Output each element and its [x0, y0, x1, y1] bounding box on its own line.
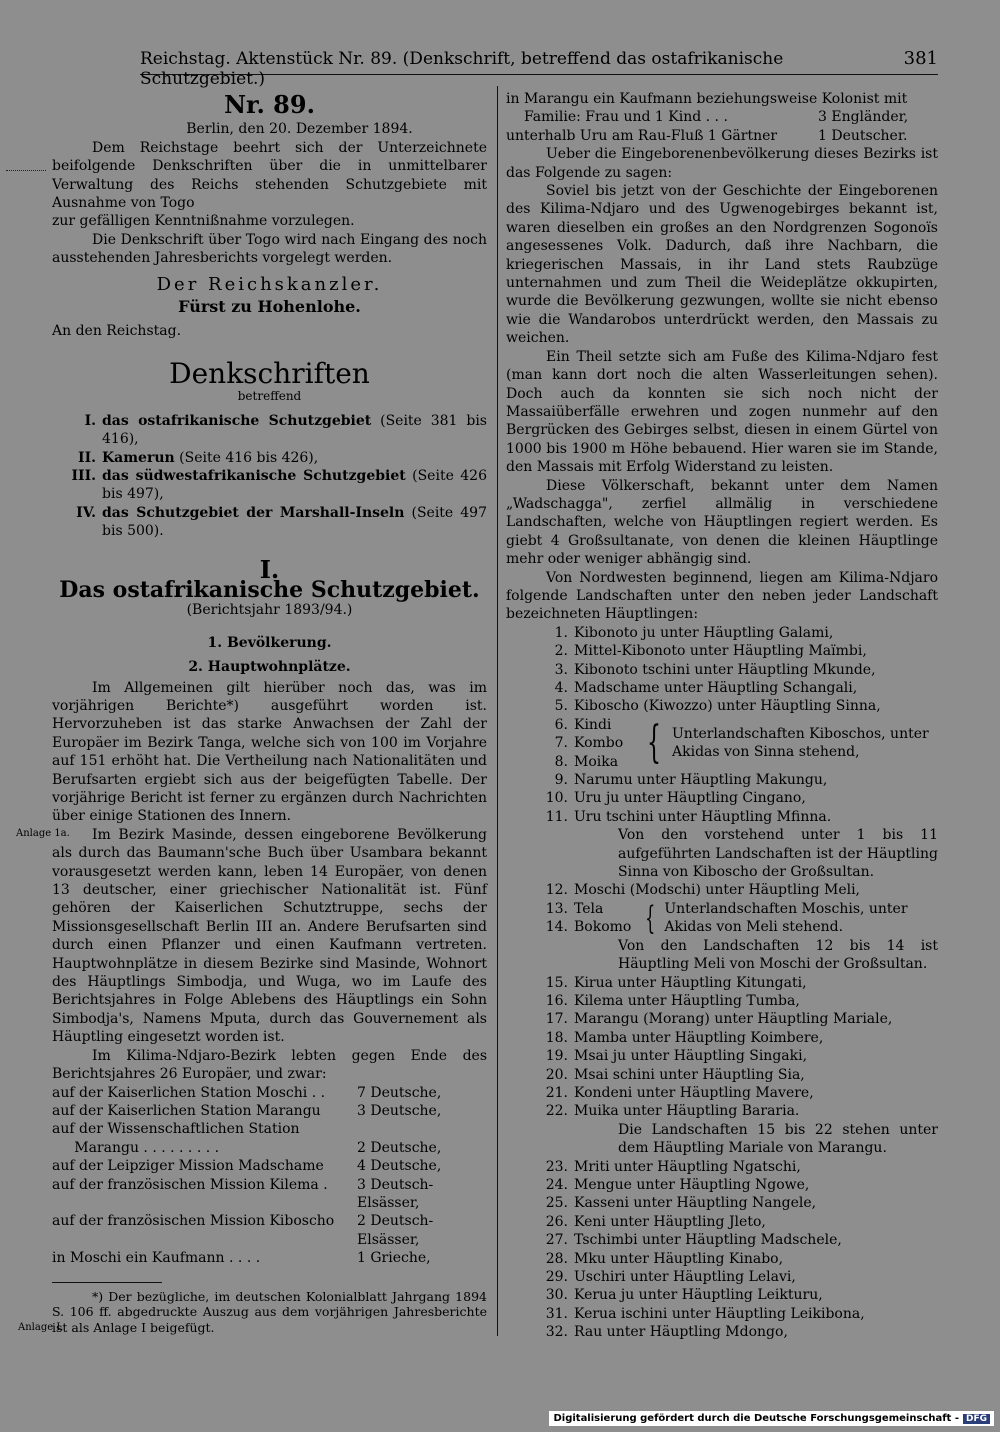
group-names	[506, 716, 636, 771]
list-item	[506, 753, 636, 771]
item-pages: (Seite 497 bis 500).	[102, 504, 488, 540]
paragraph-wadschagga: Diese Völkerschaft, bekannt unter dem Namen „Wadschagga", zerfiel allmälig in verschiedene Landschaften, welche von Häuptlingen regiert werden. Es giebt 4 Großsultanate, von denen die kleinen Häuptlinge mehr oder weniger abhängig sind.	[506, 477, 938, 568]
list-number: 28.	[545, 1250, 568, 1267]
landscape-group	[506, 716, 938, 771]
list-text: Kibonoto ju unter Häuptling Galami,	[574, 624, 834, 641]
memoranda-item	[52, 449, 487, 467]
item-text	[102, 412, 487, 449]
list-number: 32.	[545, 1324, 568, 1341]
table-cell: 7 Deutsche,	[357, 1084, 442, 1101]
right-column	[506, 90, 938, 1342]
table-cell: in Moschi ein Kaufmann . . . .	[52, 1250, 261, 1267]
paragraph-settlement: Ein Theil setzte sich am Fuße des Kilima-Ndjaro fest (man kann dort noch die alten Wasserleitungen sehen). Doch auch da konnten sie sich noch nicht der Massaiüberfälle erwehren und zogen nunmehr auf den Bergrücken des Gebirges selbst, diesen in einem Gürtel von 1000 bis 1900 m Höhe bebauend. Hier waren sie im Stande, den Massais mit Erfolg Widerstand zu leisten.	[506, 348, 938, 476]
list-text: Moschi (Modschi) unter Häuptling Meli,	[574, 882, 861, 899]
table-cell: auf der Kaiserlichen Station Marangu	[52, 1102, 321, 1119]
list-item	[506, 1286, 938, 1304]
list-text: Mengue unter Häuptling Ngowe,	[574, 1176, 810, 1193]
list-item	[506, 1323, 938, 1341]
list-item	[506, 808, 938, 826]
table-cell: 3 Deutsche,	[357, 1102, 442, 1119]
list-text: Mriti unter Häuptling Ngatschi,	[574, 1158, 801, 1175]
list-text: Uru ju unter Häuptling Cingano,	[574, 790, 806, 807]
memoranda-subtitle: betreffend	[237, 389, 302, 404]
intro-paragraph-end: zur gefälligen Kenntnißnahme vorzulegen.	[52, 213, 355, 230]
footnote: *) Der bezügliche, im deutschen Kolonialblatt Jahrgang 1894 S. 106 ff. abgedruckte Auszug aus dem vorjährigen Jahresberichte ist als Anlage I beigefügt.	[52, 1288, 487, 1335]
page-number: 381	[903, 48, 938, 69]
list-item	[506, 789, 938, 807]
list-item	[506, 771, 938, 789]
item-pages: (Seite 416 bis 426),	[174, 449, 319, 466]
memoranda-item	[52, 412, 487, 449]
list-item	[506, 661, 938, 679]
list-text: Msai ju unter Häuptling Singaki,	[574, 1048, 808, 1065]
list-number: 6.	[554, 716, 568, 733]
list-text: Keni unter Häuptling Jleto,	[574, 1213, 766, 1230]
item-number: II.	[78, 449, 96, 466]
list-text: Kirua unter Häuptling Kitungati,	[574, 974, 807, 991]
landscape-list	[506, 1158, 938, 1342]
item-pages: (Seite 381 bis 416),	[102, 412, 487, 448]
list-number: 12.	[545, 882, 568, 899]
list-item	[506, 900, 636, 918]
landscape-group	[506, 900, 938, 937]
list-text: Kiboscho (Kiwozzo) unter Häuptling Sinna,	[574, 698, 881, 715]
europeans-table	[52, 1084, 487, 1268]
continuation-line: in Marangu ein Kaufmann beziehungsweise Kolonist mit	[506, 91, 908, 107]
list-number: 25.	[545, 1195, 568, 1212]
margin-dots	[6, 170, 46, 171]
memoranda-item	[52, 504, 487, 541]
list-item	[506, 1158, 938, 1176]
table-row	[52, 1120, 487, 1138]
part-number: I.	[259, 554, 280, 584]
document-number: Nr. 89.	[224, 90, 315, 119]
item-name: das ostafrikanische Schutzgebiet	[102, 412, 372, 429]
note-sinna: Von den vorstehend unter 1 bis 11 aufgeführten Landschaften ist der Häuptling Sinna von Kiboscho der Großsultan.	[618, 827, 938, 881]
list-text: Kondeni unter Häuptling Mavere,	[574, 1084, 814, 1101]
heading-residences: 2. Hauptwohnplätze.	[188, 659, 351, 676]
item-name: das Schutzgebiet der Marshall-Inseln	[102, 504, 405, 521]
list-number: 7.	[554, 735, 568, 752]
list-item	[506, 1213, 938, 1231]
list-number: 26.	[545, 1213, 568, 1230]
list-number: 19.	[545, 1048, 568, 1065]
list-text: Tschimbi unter Häuptling Madschele,	[574, 1232, 842, 1249]
table-cell: Familie: Frau und 1 Kind . . .	[524, 109, 728, 126]
list-number: 20.	[545, 1066, 568, 1083]
list-item	[506, 974, 938, 992]
section-title: Das ostafrikanische Schutzgebiet.	[59, 576, 480, 603]
table-cell: auf der französischen Mission Kiboscho	[52, 1213, 335, 1230]
table-cell: Marangu . . . . . . . . .	[52, 1139, 220, 1156]
list-number: 22.	[545, 1103, 568, 1120]
list-number: 16.	[545, 992, 568, 1009]
memoranda-list	[52, 412, 487, 541]
list-text: Bokomo	[574, 919, 632, 936]
report-year: (Berichtsjahr 1893/94.)	[186, 602, 353, 619]
item-number: III.	[71, 467, 96, 484]
paragraph-general: Im Allgemeinen gilt hierüber noch das, was im vorjährigen Berichte*) ausgeführt worden ist. Hervorzuheben ist das starke Anwachsen der Zahl der Europäer im Bezirk Tanga, welche sich von 100 im Vorjahre auf 151 erhöht hat. Die Vertheilung nach Nationalitäten und Berufsarten ergiebt sich aus der beigefügten Tabelle. Der vorjährige Bericht ist ferner zu ergänzen durch Nachrichten über einige Stationen des Innern.	[52, 679, 487, 825]
header-title: Reichstag. Aktenstück Nr. 89. (Denkschrift, betreffend das ostafrikanische Schutzgebiet.)	[140, 49, 784, 89]
list-number: 18.	[545, 1029, 568, 1046]
margin-note-anlage-1a: Anlage 1a.	[16, 828, 70, 839]
column-divider	[497, 86, 498, 1336]
paragraph-kilima: Im Kilima-Ndjaro-Bezirk lebten gegen Ende des Berichtsjahres 26 Europäer, und zwar:	[52, 1047, 487, 1083]
digitization-footer	[549, 1411, 994, 1426]
list-number: 10.	[545, 790, 568, 807]
table-row	[52, 1102, 487, 1120]
left-column	[52, 90, 487, 1335]
memoranda-title: Denkschriften	[169, 356, 370, 390]
list-number: 27.	[545, 1232, 568, 1249]
list-number: 2.	[554, 643, 568, 660]
dfg-logo: DFG	[963, 1414, 990, 1424]
list-number: 5.	[554, 698, 568, 715]
list-item	[506, 624, 938, 642]
item-number: IV.	[76, 504, 96, 521]
list-text: Kasseni unter Häuptling Nangele,	[574, 1195, 817, 1212]
list-item	[506, 1268, 938, 1286]
paragraph-intro: Ueber die Eingeborenenbevölkerung dieses Bezirks ist das Folgende zu sagen:	[506, 146, 938, 181]
list-number: 4.	[554, 680, 568, 696]
list-number: 9.	[554, 772, 568, 789]
table-cell: 2 Deutsche,	[357, 1139, 442, 1156]
paragraph-masinde: Im Bezirk Masinde, dessen eingeborene Bevölkerung als durch das Baumann'sche Buch über Usambara bekannt vorausgesetzt werden kann, leben 14 Europäer, von denen 13 deutscher, einer griechischer Nationalität ist. Fünf gehören der Kaiserlichen Schutztruppe, sechs der Missionsgesellschaft Berlin III an. Andere Berufsarten sind durch einen Pflanzer und einen Kaufmann vertreten. Hauptwohnplätze in diesem Bezirke sind Masinde, Wohnort des Häuptlings Simbodja, und Wuga, wo im Laufe des Berichtsjahres in Folge Ablebens des Häuptlings ein Sohn Simbodja's, Namens Mputa, durch das Gouvernement als Häuptling eingesetzt worden ist.	[52, 826, 487, 1046]
list-text: Narumu unter Häuptling Makungu,	[574, 772, 828, 789]
list-text: Tela	[574, 900, 604, 917]
landscape-list	[506, 881, 938, 899]
table-row	[52, 1212, 487, 1249]
list-text: Mku unter Häuptling Kinabo,	[574, 1250, 784, 1267]
list-item	[506, 679, 938, 697]
list-item	[506, 1250, 938, 1268]
list-text: Kombo	[574, 735, 624, 752]
table-cell: 2 Deutsch-Elsässer,	[357, 1213, 434, 1248]
list-item	[506, 1305, 938, 1323]
list-item	[506, 1029, 938, 1047]
list-item	[506, 992, 938, 1010]
list-text: Msai schini unter Häuptling Sia,	[574, 1066, 805, 1083]
list-text: Kindi	[574, 716, 612, 733]
list-item	[506, 697, 938, 715]
list-item	[506, 1194, 938, 1212]
table-cell: 3 Deutsch-Elsässer,	[357, 1176, 434, 1211]
togo-paragraph: Die Denkschrift über Togo wird nach Eingang des noch ausstehenden Jahresberichts vorgelegt werden.	[52, 231, 487, 267]
brace: {	[645, 899, 656, 938]
table-cell: 1 Deutscher.	[818, 127, 908, 144]
list-item	[506, 1010, 938, 1028]
addressee: An den Reichstag.	[52, 323, 182, 340]
paragraph-landscapes: Von Nordwesten beginnend, liegen am Kilima-Ndjaro folgende Landschaften unter den neben jeder Landschaft bezeichneten Häuptlingen:	[506, 569, 938, 623]
table-cell: 3 Engländer,	[818, 109, 909, 126]
intro-paragraph: Dem Reichstage beehrt sich der Unterzeichnete beifolgende Denkschriften über die in unmittelbarer Verwaltung des Reichs stehenden Schutzgebiete mit Ausnahme von Togo	[52, 139, 487, 212]
list-text: Kilema unter Häuptling Tumba,	[574, 992, 800, 1009]
list-number: 15.	[545, 974, 568, 991]
list-text: Uru tschini unter Häuptling Mfinna.	[574, 808, 832, 825]
item-number: I.	[84, 412, 96, 429]
list-number: 8.	[554, 753, 568, 770]
list-item	[506, 881, 938, 899]
landscape-list	[506, 771, 938, 826]
list-number: 17.	[545, 1011, 568, 1028]
list-number: 13.	[545, 900, 568, 917]
table-cell: auf der Leipziger Mission Madschame	[52, 1158, 324, 1175]
list-text: Rau unter Häuptling Mdongo,	[574, 1324, 788, 1341]
group-description: Unterlandschaften Kiboschos, unter Akidas von Sinna stehend,	[672, 726, 929, 761]
table-row	[52, 1157, 487, 1175]
table-cell: 4 Deutsche,	[357, 1158, 442, 1175]
signer-name: Fürst zu Hohenlohe.	[178, 297, 361, 317]
signer-title: Der Reichskanzler.	[156, 273, 383, 295]
list-item	[506, 1102, 938, 1120]
list-number: 21.	[545, 1084, 568, 1101]
list-text: Marangu (Morang) unter Häuptling Mariale,	[574, 1011, 893, 1028]
table-cell: auf der französischen Mission Kilema .	[52, 1176, 328, 1193]
group-names	[506, 900, 636, 937]
table-row	[52, 1084, 487, 1102]
paragraph-history: Soviel bis jetzt von der Geschichte der Eingeborenen des Kilima-Ndjaro und des Ugwenogebirges bekannt ist, waren dieselben ein großes an den Nordgrenzen Sogonoïs angesessenes Volk. Dadurch, daß ihre Nachbarn, die kriegerischen Massais, in ihr Land stets Raubzüge unternahmen und zum Theil die Weideplätze okkupirten, wurde die Bevölkerung gezwungen, wollte sie nicht ebenso wie die Wandarobos unterdrückt werden, den Massais zu weichen.	[506, 183, 938, 347]
landscape-list	[506, 974, 938, 1121]
list-text: Kerua ischini unter Häuptling Leikibona,	[574, 1305, 865, 1322]
footnote-rule	[52, 1282, 162, 1289]
table-cell: auf der Wissenschaftlichen Station	[52, 1121, 300, 1138]
list-number: 31.	[545, 1305, 568, 1322]
table-row	[52, 1139, 487, 1157]
list-item	[506, 1066, 938, 1084]
list-number: 24.	[545, 1176, 568, 1193]
note-mariale: Die Landschaften 15 bis 22 stehen unter dem Häuptling Mariale von Marangu.	[618, 1121, 938, 1157]
margin-note-anlage-1: Anlage I.	[18, 1322, 64, 1333]
footer-text: Digitalisierung gefördert durch die Deutsche Forschungsgemeinschaft -	[553, 1413, 959, 1424]
list-text: Mamba unter Häuptling Koimbere,	[574, 1029, 824, 1046]
list-number: 1.	[554, 624, 568, 641]
list-text: Muika unter Häuptling Bararia.	[574, 1103, 800, 1120]
list-item	[506, 1231, 938, 1249]
brace: {	[647, 717, 661, 769]
list-number: 30.	[545, 1287, 568, 1304]
item-pages: (Seite 426 bis 497),	[102, 467, 487, 503]
note-meli: Von den Landschaften 12 bis 14 ist Häuptling Meli von Moschi der Großsultan.	[618, 937, 938, 973]
table-cell: auf der Kaiserlichen Station Moschi . .	[52, 1084, 326, 1101]
table-row	[506, 127, 938, 145]
list-text: Madschame unter Häuptling Schangali,	[574, 680, 858, 696]
list-text: Uschiri unter Häuptling Lelavi,	[574, 1269, 796, 1285]
list-item	[506, 642, 938, 660]
heading-population: 1. Bevölkerung.	[207, 634, 332, 651]
table-cell	[357, 1120, 487, 1138]
item-text	[102, 467, 487, 504]
list-number: 3.	[554, 661, 568, 678]
group-description: Unterlandschaften Moschis, unter Akidas von Meli stehend.	[664, 900, 908, 936]
list-number: 23.	[545, 1158, 568, 1175]
list-item	[506, 918, 636, 936]
item-text	[102, 449, 487, 467]
list-text: Kibonoto tschini unter Häuptling Mkunde,	[574, 661, 876, 678]
list-item	[506, 1047, 938, 1065]
item-name: Kamerun	[102, 449, 175, 466]
table-row	[506, 108, 938, 126]
list-text: Moika	[574, 753, 619, 770]
running-header	[140, 48, 938, 89]
table-cell: 1 Grieche,	[357, 1250, 431, 1267]
list-number: 11.	[545, 808, 568, 825]
table-cell: unterhalb Uru am Rau-Fluß 1 Gärtner	[506, 127, 778, 144]
list-item	[506, 1176, 938, 1194]
memoranda-item	[52, 467, 487, 504]
landscape-list	[506, 624, 938, 716]
list-number: 14.	[545, 919, 568, 936]
list-number: 29.	[545, 1269, 568, 1285]
list-item	[506, 1084, 938, 1102]
list-item	[506, 734, 636, 752]
list-item	[506, 716, 636, 734]
list-text: Mittel-Kibonoto unter Häuptling Maïmbi,	[574, 643, 867, 660]
table-row	[52, 1249, 487, 1267]
item-text	[102, 504, 487, 541]
date-line: Berlin, den 20. Dezember 1894.	[186, 121, 413, 138]
item-name: das südwestafrikanische Schutzgebiet	[102, 467, 406, 484]
table-row	[52, 1176, 487, 1213]
list-text: Kerua ju unter Häuptling Leikturu,	[574, 1287, 823, 1304]
